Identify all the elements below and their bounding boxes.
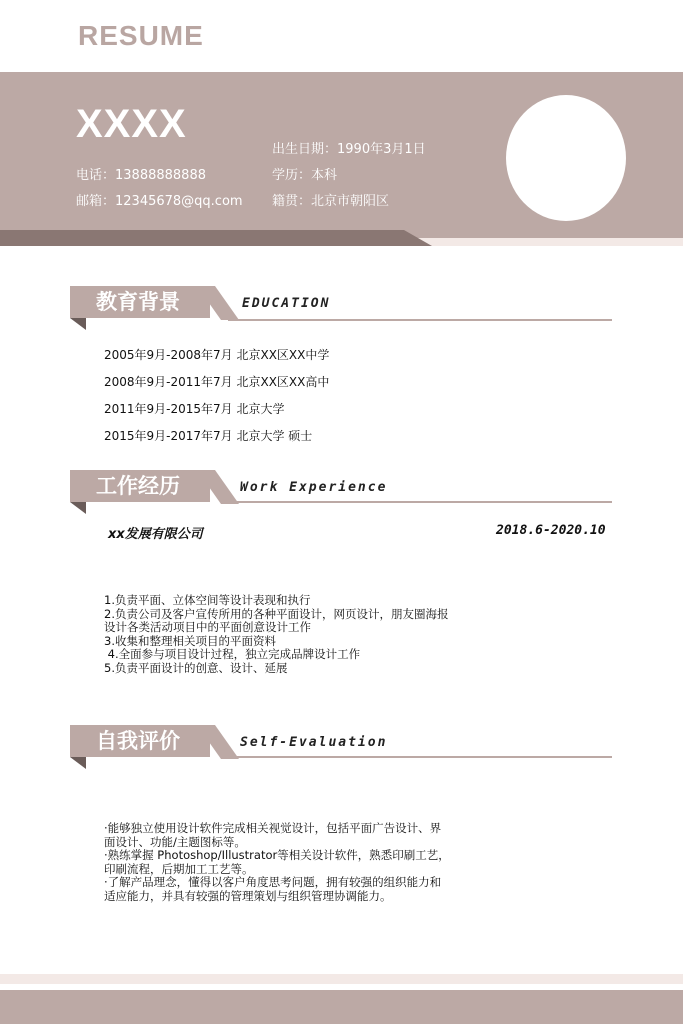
- education-entry: 2008年9月-2011年7月 北京XX区XX高中: [104, 375, 330, 389]
- duty-line: 设计各类活动项目中的平面创意设计工作: [104, 620, 311, 634]
- self-slash-decor: [197, 725, 241, 759]
- education-section-header: [70, 286, 210, 330]
- education-entry: 2005年9月-2008年7月 北京XX区XX中学: [104, 348, 330, 362]
- duty-line: 2.负责公司及客户宣传所用的各种平面设计，网页设计，朋友圈海报: [104, 606, 449, 621]
- candidate-name: XXXX: [76, 102, 187, 146]
- education-entry: 2015年9月-2017年7月 北京大学 硕士: [104, 429, 313, 443]
- phone-info: 电话：13888888888: [76, 168, 206, 183]
- evaluation-line: ·能够独立使用设计软件完成相关视觉设计，包括平面广告设计、界: [104, 821, 442, 835]
- education-title-fold: [70, 318, 86, 330]
- header-dark-strip: [0, 230, 432, 246]
- evaluation-line: 印刷流程，后期加工工艺等。: [104, 861, 254, 876]
- work-period: 2018.6-2020.10: [496, 523, 606, 538]
- duty-line: 5.负责平面设计的创意、设计、延展: [104, 660, 288, 675]
- self-evaluation-text: [104, 822, 450, 903]
- work-title-en: Work Experience: [240, 480, 388, 495]
- work-section-header: [70, 470, 210, 514]
- resume-heading: RESUME: [78, 20, 204, 51]
- work-duties: [104, 594, 448, 675]
- evaluation-line: 适应能力，并具有较强的管理策划与组织管理协调能力。: [104, 888, 392, 903]
- education-entry: 2011年9月-2015年7月 北京大学: [104, 402, 285, 416]
- education-underline: [228, 319, 612, 321]
- work-underline: [228, 501, 612, 503]
- education-level-info: 学历：本科: [272, 168, 338, 183]
- evaluation-line: ·熟练掌握 Photoshop/Illustrator等相关设计软件，熟悉印刷工艺，: [104, 848, 450, 862]
- profile-photo-placeholder: [506, 95, 626, 221]
- self-title-en: Self-Evaluation: [240, 735, 388, 750]
- evaluation-line: ·了解产品理念，懂得以客户角度思考问题，拥有较强的组织能力和: [104, 875, 442, 889]
- duty-line: 3.收集和整理相关项目的平面资料: [104, 633, 276, 648]
- education-title-en: EDUCATION: [242, 296, 331, 311]
- footer-light-strip: [0, 974, 683, 984]
- self-title-cn: 自我评价: [70, 725, 210, 757]
- evaluation-line: 面设计、功能/主题图标等。: [104, 834, 246, 849]
- hometown-info: 籍贯：北京市朝阳区: [272, 194, 390, 209]
- company-name: xx发展有限公司: [108, 527, 203, 542]
- self-underline: [228, 756, 612, 758]
- self-section-header: [70, 725, 210, 769]
- duty-line: 1.负责平面、立体空间等设计表现和执行: [104, 593, 311, 607]
- education-slash-decor: [197, 286, 241, 320]
- work-title-fold: [70, 502, 86, 514]
- education-title-cn: 教育背景: [70, 286, 210, 318]
- footer-band: [0, 990, 683, 1024]
- birth-info: 出生日期：1990年3月1日: [272, 142, 426, 157]
- duty-line: 4.全面参与项目设计过程，独立完成品牌设计工作: [104, 647, 361, 661]
- self-title-fold: [70, 757, 86, 769]
- work-slash-decor: [197, 470, 241, 504]
- work-title-cn: 工作经历: [70, 470, 210, 502]
- email-info: 邮箱：12345678@qq.com: [76, 194, 243, 209]
